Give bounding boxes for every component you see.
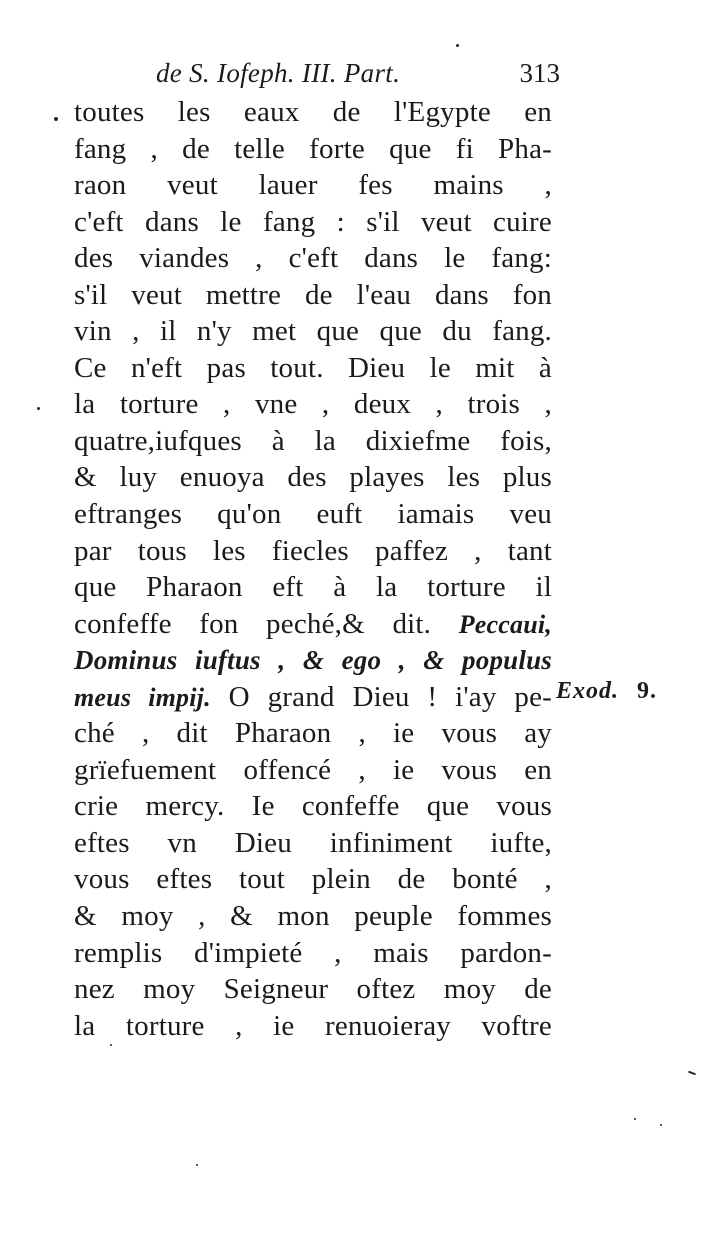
text-line: eftes vn Dieu infiniment iufte, <box>74 826 552 859</box>
running-head <box>150 58 560 94</box>
text-line: remplis d'impieté , mais pardon- <box>74 936 552 969</box>
ink-speck <box>634 1118 636 1120</box>
latin-quote-end: meus impij. <box>74 682 211 712</box>
text-line: que Pharaon eft à la torture il <box>74 571 552 604</box>
ink-speck <box>688 1071 696 1076</box>
text-line: eftranges qu'on euft iamais veu <box>74 498 552 531</box>
text-line-segment: confeffe fon peché,& dit. <box>74 607 432 640</box>
ink-speck <box>37 407 40 410</box>
ink-speck <box>110 1044 112 1046</box>
text-line: la torture , vne , deux , trois , <box>74 388 552 421</box>
text-line: par tous les fiecles paffez , tant <box>74 534 552 567</box>
running-head-title: de S. Iofeph. III. Part. <box>156 58 401 88</box>
text-line: s'il veut mettre de l'eau dans fon <box>74 278 552 311</box>
text-line: fang , de telle forte que fi Pha- <box>74 132 552 165</box>
text-line: vin , il n'y met que que du fang. <box>74 315 552 348</box>
margin-note-chapter: 9. <box>637 678 658 704</box>
text-line: nez moy Seigneur oftez moy de <box>74 973 552 1006</box>
text-line: toutes les eaux de l'Egypte en <box>74 96 552 128</box>
text-line: Ce n'eft pas tout. Dieu le mit à <box>74 351 552 384</box>
margin-note <box>556 678 657 705</box>
text-line: raon veut lauer fes mains , <box>74 169 552 202</box>
text-line-with-quote <box>74 679 552 716</box>
text-line-with-quote <box>74 606 552 643</box>
latin-quote-line: Dominus iuftus , & ego , & populus <box>74 645 552 676</box>
text-line-segment: O grand Dieu ! i'ay pe- <box>228 680 553 713</box>
text-line: & luy enuoya des playes les plus <box>74 461 552 494</box>
ink-speck <box>54 117 58 121</box>
text-line: quatre,iufques à la dixiefme fois, <box>74 424 552 457</box>
text-line: crie mercy. Ie confeffe que vous <box>74 790 552 823</box>
body-text <box>74 94 552 1044</box>
text-line: grïefuement offencé , ie vous en <box>74 753 552 786</box>
text-line: c'eft dans le fang : s'il veut cuire <box>74 205 552 238</box>
margin-note-reference: Exod. <box>556 678 620 704</box>
latin-quote-start: Peccaui, <box>458 609 552 639</box>
ink-speck <box>196 1164 198 1166</box>
text-line: des viandes , c'eft dans le fang: <box>74 242 552 275</box>
ink-speck <box>660 1124 662 1126</box>
text-line: & moy , & mon peuple fommes <box>74 900 552 933</box>
text-line: vous eftes tout plein de bonté , <box>74 863 552 896</box>
page-number: 313 <box>519 58 560 88</box>
ink-speck <box>456 44 459 47</box>
text-line: ché , dit Pharaon , ie vous ay <box>74 717 552 750</box>
text-line: la torture , ie renuoieray voftre <box>74 1009 552 1042</box>
